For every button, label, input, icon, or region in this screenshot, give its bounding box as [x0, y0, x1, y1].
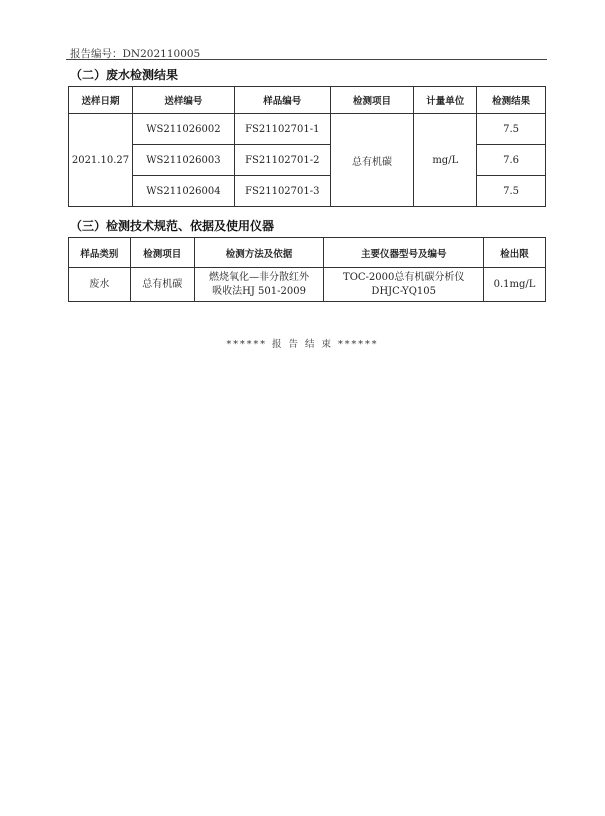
col-header-send-date: 送样日期 — [69, 87, 133, 114]
header-divider — [66, 59, 547, 60]
result-cell: 7.5 — [477, 114, 546, 145]
table-header-row — [69, 87, 546, 114]
result-cell: 7.6 — [477, 145, 546, 176]
method-line-2: 吸收法HJ 501-2009 — [212, 285, 306, 297]
col-header-instrument: 主要仪器型号及编号 — [324, 238, 484, 268]
section-title-wastewater-results: （二）废水检测结果 — [70, 68, 179, 82]
table-row — [69, 114, 546, 145]
col-header-sample-category: 样品类别 — [69, 238, 131, 268]
col-header-send-no: 送样编号 — [132, 87, 234, 114]
table-row — [69, 268, 546, 302]
col-header-test-item: 检测项目 — [330, 87, 414, 114]
wastewater-results-table — [68, 86, 546, 207]
detection-limit-cell: 0.1mg/L — [484, 268, 546, 302]
send-no-cell: WS211026002 — [132, 114, 234, 145]
report-number-label: 报告编号： — [70, 48, 123, 60]
sample-no-cell: FS21102701-2 — [234, 145, 330, 176]
report-end-mark: ****** 报 告 结 束 ****** — [226, 339, 379, 350]
test-item-cell: 总有机碳 — [130, 268, 194, 302]
report-number-value: DN202110005 — [122, 48, 201, 60]
sample-no-cell: FS21102701-3 — [234, 176, 330, 207]
result-cell: 7.5 — [477, 176, 546, 207]
send-no-cell: WS211026004 — [132, 176, 234, 207]
col-header-test-item: 检测项目 — [130, 238, 194, 268]
instrument-line-2: DHJC-YQ105 — [371, 285, 436, 297]
section-title-methods-instruments: （三）检测技术规范、依据及使用仪器 — [70, 219, 275, 233]
col-header-unit: 计量单位 — [414, 87, 477, 114]
col-header-detection-limit: 检出限 — [484, 238, 546, 268]
sample-category-cell: 废水 — [69, 268, 131, 302]
unit-cell: mg/L — [414, 114, 477, 207]
col-header-method: 检测方法及依据 — [194, 238, 324, 268]
method-cell — [194, 268, 324, 302]
col-header-sample-no: 样品编号 — [234, 87, 330, 114]
instrument-cell — [324, 268, 484, 302]
col-header-result: 检测结果 — [477, 87, 546, 114]
instrument-line-1: TOC-2000总有机碳分析仪 — [343, 271, 465, 283]
method-line-1: 燃烧氧化—非分散红外 — [209, 271, 310, 283]
send-date-cell: 2021.10.27 — [69, 114, 133, 207]
methods-instruments-table — [68, 237, 546, 302]
table-header-row — [69, 238, 546, 268]
test-item-cell: 总有机碳 — [330, 114, 414, 207]
sample-no-cell: FS21102701-1 — [234, 114, 330, 145]
send-no-cell: WS211026003 — [132, 145, 234, 176]
